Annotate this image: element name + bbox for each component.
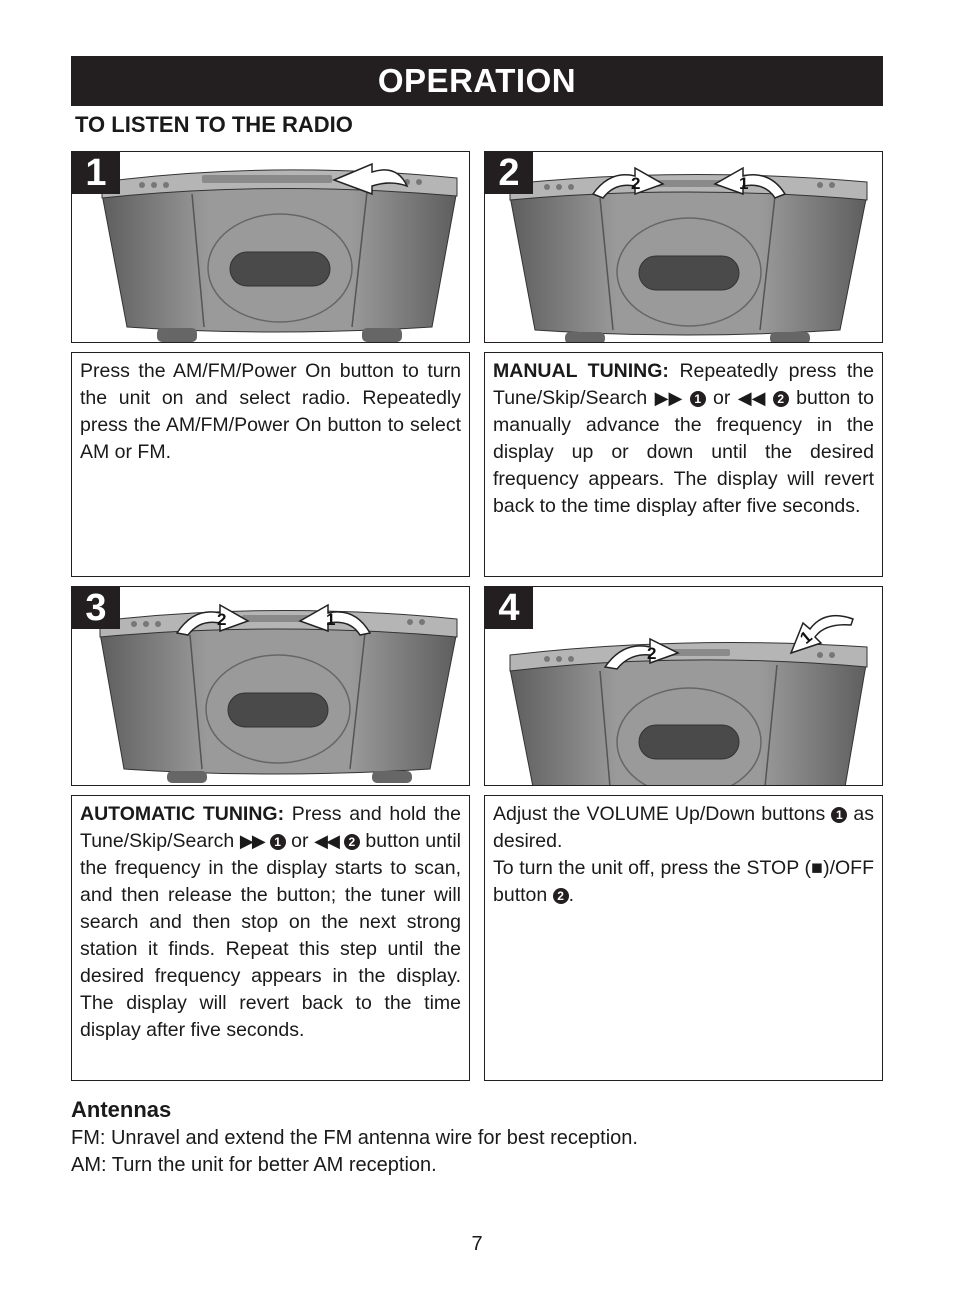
- callout-2: 2: [647, 644, 657, 663]
- rewind-icon: ◀◀: [737, 388, 766, 408]
- callout-1: 1: [796, 627, 816, 648]
- antenna-fm-text: FM: Unravel and extend the FM antenna wire for best reception.: [71, 1127, 638, 1149]
- step-4-line-1: [493, 801, 874, 855]
- callout-2: 2: [217, 610, 227, 629]
- section-title: OPERATION: [377, 62, 577, 99]
- section-banner: [71, 56, 883, 106]
- step-3-instructions: [71, 795, 470, 1081]
- callout-1: 1: [326, 610, 336, 629]
- radio-device-image: [72, 587, 470, 786]
- step-3-text: [80, 801, 461, 1044]
- marker-2-icon: 2: [344, 834, 360, 850]
- text-segment: .: [568, 884, 575, 906]
- rewind-icon: ◀◀: [314, 831, 339, 851]
- stop-icon: ■: [810, 857, 824, 879]
- step-4-instructions: [484, 795, 883, 1081]
- radio-device-image: [485, 587, 883, 786]
- automatic-tuning-label: AUTOMATIC TUNING:: [80, 803, 285, 825]
- marker-1-icon: 1: [831, 807, 847, 823]
- marker-1-icon: 1: [270, 834, 286, 850]
- text-segment: or: [285, 830, 315, 852]
- text-segment: Press and hold the Tune/Skip/Search: [80, 803, 461, 852]
- text-segment: button until the frequency in the display starts to scan, and then release the button; the tuner will search and then stop on the next strong station it finds. Repeat this step until the desired frequency appears in the display. The display will revert back to the time display after five seconds.: [80, 830, 461, 1041]
- manual-tuning-label: MANUAL TUNING:: [493, 360, 669, 382]
- step-1-illustration: [71, 151, 470, 343]
- step-2-illustration: [484, 151, 883, 343]
- fast-forward-icon: ▶▶: [239, 831, 264, 851]
- antennas-heading: Antennas: [71, 1097, 172, 1122]
- marker-1-icon: 1: [690, 391, 706, 407]
- subsection-heading: TO LISTEN TO THE RADIO: [75, 112, 353, 137]
- text-segment: Repeatedly press the Tune/Skip/Search: [493, 360, 874, 409]
- step-2-instructions: [484, 352, 883, 577]
- text-segment: Adjust the VOLUME Up/Down buttons: [493, 803, 832, 825]
- callout-1: 1: [739, 174, 749, 193]
- text-segment: To turn the unit off, press the STOP (: [493, 857, 811, 879]
- step-2-number: 2: [485, 152, 533, 194]
- text-segment: )/OFF button: [493, 857, 874, 906]
- step-1-number: 1: [72, 152, 120, 194]
- step-4-illustration: [484, 586, 883, 786]
- step-3-illustration: [71, 586, 470, 786]
- step-1-instructions: [71, 352, 470, 577]
- text-segment: or: [705, 387, 738, 409]
- page-number: 7: [471, 1233, 483, 1255]
- radio-device-image: [72, 152, 470, 343]
- marker-2-icon: 2: [553, 888, 569, 904]
- radio-device-image: [485, 152, 883, 343]
- marker-2-icon: 2: [773, 391, 789, 407]
- step-3-number: 3: [72, 587, 120, 629]
- step-4-number: 4: [485, 587, 533, 629]
- step-4-line-2: [493, 855, 874, 909]
- step-2-text: [493, 358, 874, 520]
- step-1-text: Press the AM/FM/Power On button to turn the unit on and select radio. Repeatedly press the AM/FM/Power On button to select AM or FM.: [80, 360, 461, 463]
- fast-forward-icon: ▶▶: [654, 388, 683, 408]
- text-segment: as desired.: [493, 803, 874, 852]
- callout-2: 2: [631, 174, 641, 193]
- antenna-am-text: AM: Turn the unit for better AM reception.: [71, 1154, 437, 1176]
- text-segment: button to manually advance the frequency in the display up or down until the desired frequency appears. The display will revert back to the time display after five seconds.: [493, 387, 874, 517]
